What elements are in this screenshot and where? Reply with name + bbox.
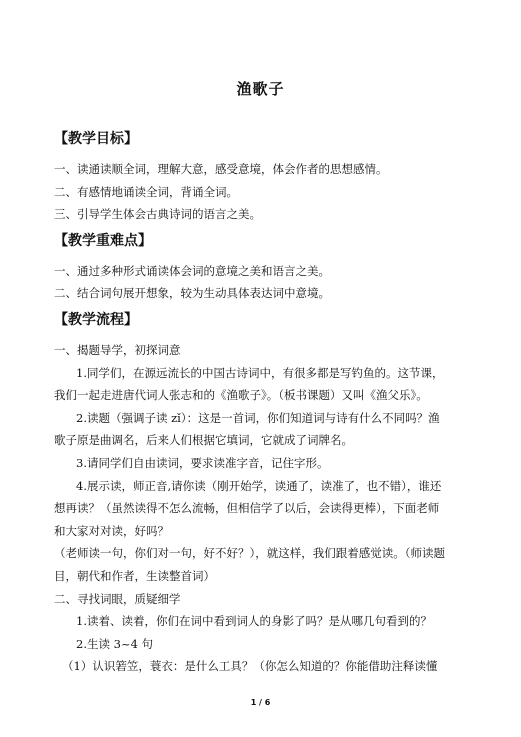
- key-point-item: 一、通过多种形式诵读体会词的意境之美和语言之美。: [54, 263, 330, 278]
- process-line: 3.请同学们自由读词，要求读准字音，记住字形。: [76, 455, 329, 470]
- process-line: 一、揭题导学，初探词意: [54, 342, 181, 357]
- key-point-item: 二、结合词句展开想象，较为生动具体表达词中意境。: [54, 286, 330, 301]
- page-title: 渔歌子: [236, 80, 285, 98]
- process-line: 歌子原是曲调名，后来人们根据它填词，它就成了词牌名。: [54, 433, 353, 448]
- process-line: 二、寻找词眼，质疑细学: [54, 591, 181, 606]
- process-line: （老师读一句，你们对一句，好不好？），就这样，我们跟着感觉读。（师读题: [54, 546, 445, 561]
- process-line: 我们一起走进唐代词人张志和的《渔歌子》。（板书课题）又叫《渔父乐》。: [54, 388, 428, 403]
- section-heading-goals: 【教学目标】: [54, 131, 138, 147]
- process-line: 想再读？（虽然读得不怎么流畅，但相信学了以后，会读得更棒），下面老师: [54, 501, 440, 516]
- page-number: 1 / 6: [250, 698, 271, 707]
- section-heading-key-points: 【教学重难点】: [54, 232, 152, 249]
- process-line: 2.读题（强调子读 zǐ）：这是一首词，你们知道词与诗有什么不同吗？渔: [76, 410, 440, 425]
- process-line: 4.展示读，师正音,请你读（刚开始学，读通了，读准了，也不错），谁还: [76, 478, 442, 493]
- process-line: 1.同学们，在源远流长的中国古诗词中，有很多都是写钓鱼的。这节课，: [76, 365, 444, 380]
- section-heading-process: 【教学流程】: [54, 311, 138, 328]
- process-line: 目，朝代和作者，生读整首词）: [54, 568, 215, 583]
- process-line: 2.生读 3~4 句: [76, 636, 154, 651]
- goal-item: 三、引导学生体会古典诗词的语言之美。: [54, 207, 261, 222]
- goal-item: 二、有感情地诵读全词，背诵全词。: [54, 184, 238, 199]
- process-line: 1.读着、读着，你们在词中看到词人的身影了吗？是从哪几句看到的？: [76, 614, 432, 629]
- document-body: [54, 128, 474, 678]
- process-line: （1）认识箬笠，蓑衣：是什么工具？（你怎么知道的？你能借助注释读懂: [62, 659, 438, 674]
- process-line: 和大家对对读，好吗？: [54, 523, 169, 538]
- goal-item: 一、读通读顺全词，理解大意，感受意境，体会作者的思想感情。: [54, 162, 388, 176]
